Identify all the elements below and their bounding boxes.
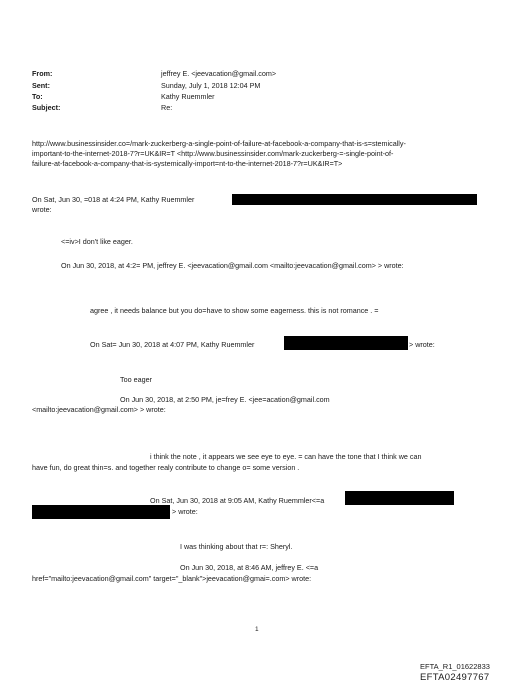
- quote-4-text-2: have fun, do great thin=s. and together realy contribute to change o= some version .: [32, 463, 300, 472]
- quote-1-header: On Sat, Jun 30, =018 at 4:24 PM, Kathy Ruemmler: [32, 195, 195, 204]
- quote-1-text: <=iv>I don't like eager.: [61, 237, 133, 246]
- quote-4-header: On Jun 30, 2018, at 2:50 PM, je=frey E. <jee=acation@gmail.com: [120, 395, 330, 404]
- to-value: Kathy Ruemmler: [161, 92, 215, 101]
- quote-5-text: I was thinking about that r=: Sheryl.: [180, 542, 293, 551]
- quote-4-header-cont: <mailto:jeevacation@gmail.com> > wrote:: [32, 405, 166, 414]
- redaction-4: [32, 505, 170, 519]
- to-label: To:: [32, 92, 43, 101]
- subject-label: Subject:: [32, 103, 61, 112]
- quote-3-header: On Sat= Jun 30, 2018 at 4:07 PM, Kathy Ruemmler: [90, 340, 255, 349]
- quote-2-header: On Jun 30, 2018, at 4:2= PM, jeffrey E. <jeevacation@gmail.com <mailto:jeevacation@gmail.com> > wrote:: [61, 261, 404, 270]
- url-line-3: failure-at-facebook-a-company-that-is-systemically-import=nt-to-the-internet-2018-7?r=UK&IR=T>: [32, 159, 343, 168]
- page-number: 1: [255, 626, 259, 633]
- url-line-2: important-to-the-internet-2018-7?r=UK&IR=T <http://www.businessinsider.com/mark-zuckerberg-=-single-point-of-: [32, 149, 394, 158]
- redaction-2: [284, 336, 408, 350]
- quote-5-wrote: > wrote:: [172, 507, 198, 516]
- from-label: From:: [32, 69, 53, 78]
- sent-label: Sent:: [32, 81, 50, 90]
- quote-2-text: agree , it needs balance but you do=have to show some eagerness. this is not romance . =: [90, 306, 379, 315]
- quote-6-header: On Jun 30, 2018, at 8:46 AM, jeffrey E. <=a: [180, 563, 319, 572]
- sent-value: Sunday, July 1, 2018 12:04 PM: [161, 81, 261, 90]
- quote-6-header-cont: href="mailto:jeevacation@gmail.com" target="_blank">jeevacation@gmai=.com> wrote:: [32, 574, 312, 583]
- quote-1-wrote: wrote:: [32, 205, 52, 214]
- subject-value: Re:: [161, 103, 173, 112]
- bates-number-1: EFTA_R1_01622833: [420, 662, 490, 671]
- redaction-1: [232, 194, 477, 205]
- bates-number-2: EFTA02497767: [420, 672, 490, 683]
- quote-3-wrote: > wrote:: [409, 340, 435, 349]
- quote-3-text: Too eager: [120, 375, 152, 384]
- redaction-3: [345, 491, 454, 505]
- from-value: jeffrey E. <jeevacation@gmail.com>: [161, 69, 277, 78]
- url-line-1: http://www.businessinsider.co=/mark-zuckerberg-a-single-point-of-failure-at-facebook-a-company-that-is-s=stemically-: [32, 139, 406, 148]
- quote-4-text-1: i think the note , it appears we see eye to eye. = can have the tone that I think we can: [150, 452, 422, 461]
- quote-5-header: On Sat, Jun 30, 2018 at 9:05 AM, Kathy Ruemmler<=a: [150, 496, 325, 505]
